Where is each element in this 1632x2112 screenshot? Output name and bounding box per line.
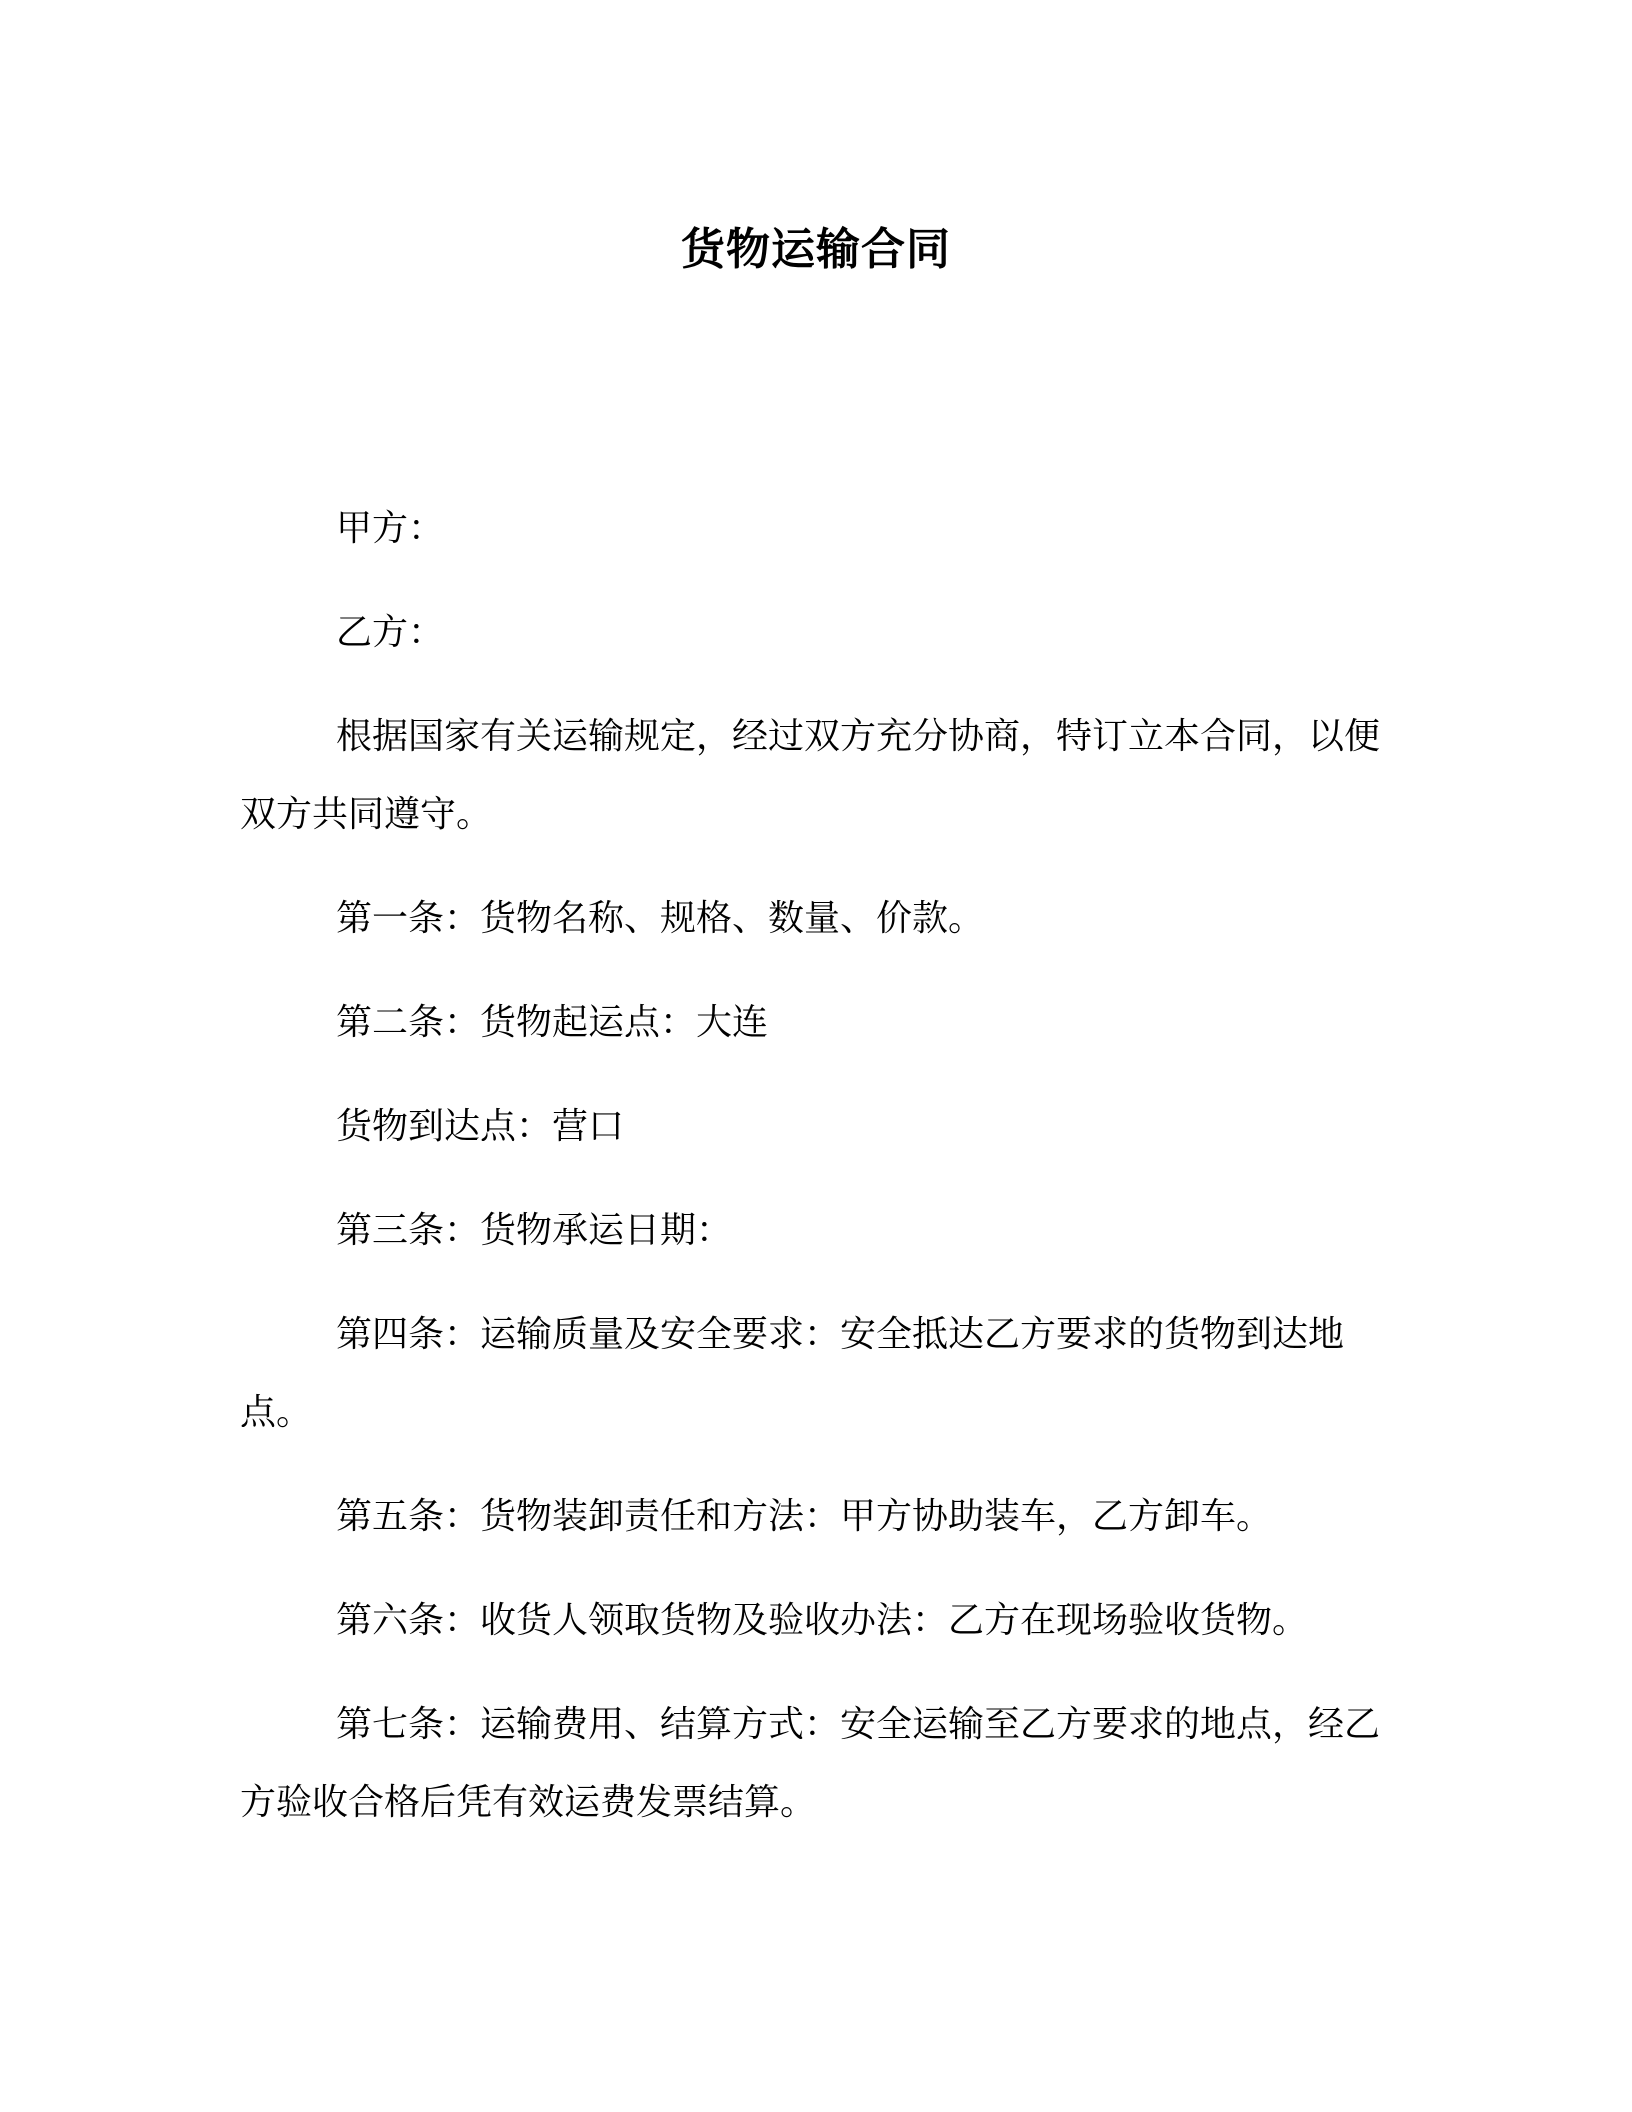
article-7: 第七条：运输费用、结算方式：安全运输至乙方要求的地点，经乙方验收合格后凭有效运费发票结算。 — [240, 1704, 1381, 1823]
article-4: 第四条：运输质量及安全要求：安全抵达乙方要求的货物到达地点。 — [240, 1314, 1345, 1433]
party-a-line: 甲方： — [336, 508, 445, 549]
document-title: 货物运输合同 — [681, 224, 951, 275]
party-b-line: 乙方： — [336, 612, 445, 653]
article-3: 第三条：货物承运日期： — [336, 1210, 733, 1251]
preamble-paragraph: 根据国家有关运输规定，经过双方充分协商，特订立本合同，以便双方共同遵守。 — [240, 716, 1381, 835]
article-5: 第五条：货物装卸责任和方法：甲方协助装车，乙方卸车。 — [336, 1496, 1273, 1537]
article-2: 第二条：货物起运点：大连 — [336, 1002, 769, 1043]
article-1: 第一条：货物名称、规格、数量、价款。 — [336, 898, 985, 939]
document-body — [240, 490, 1392, 1868]
article-6: 第六条：收货人领取货物及验收办法：乙方在现场验收货物。 — [336, 1600, 1309, 1641]
article-2-destination: 货物到达点：营口 — [336, 1106, 625, 1147]
